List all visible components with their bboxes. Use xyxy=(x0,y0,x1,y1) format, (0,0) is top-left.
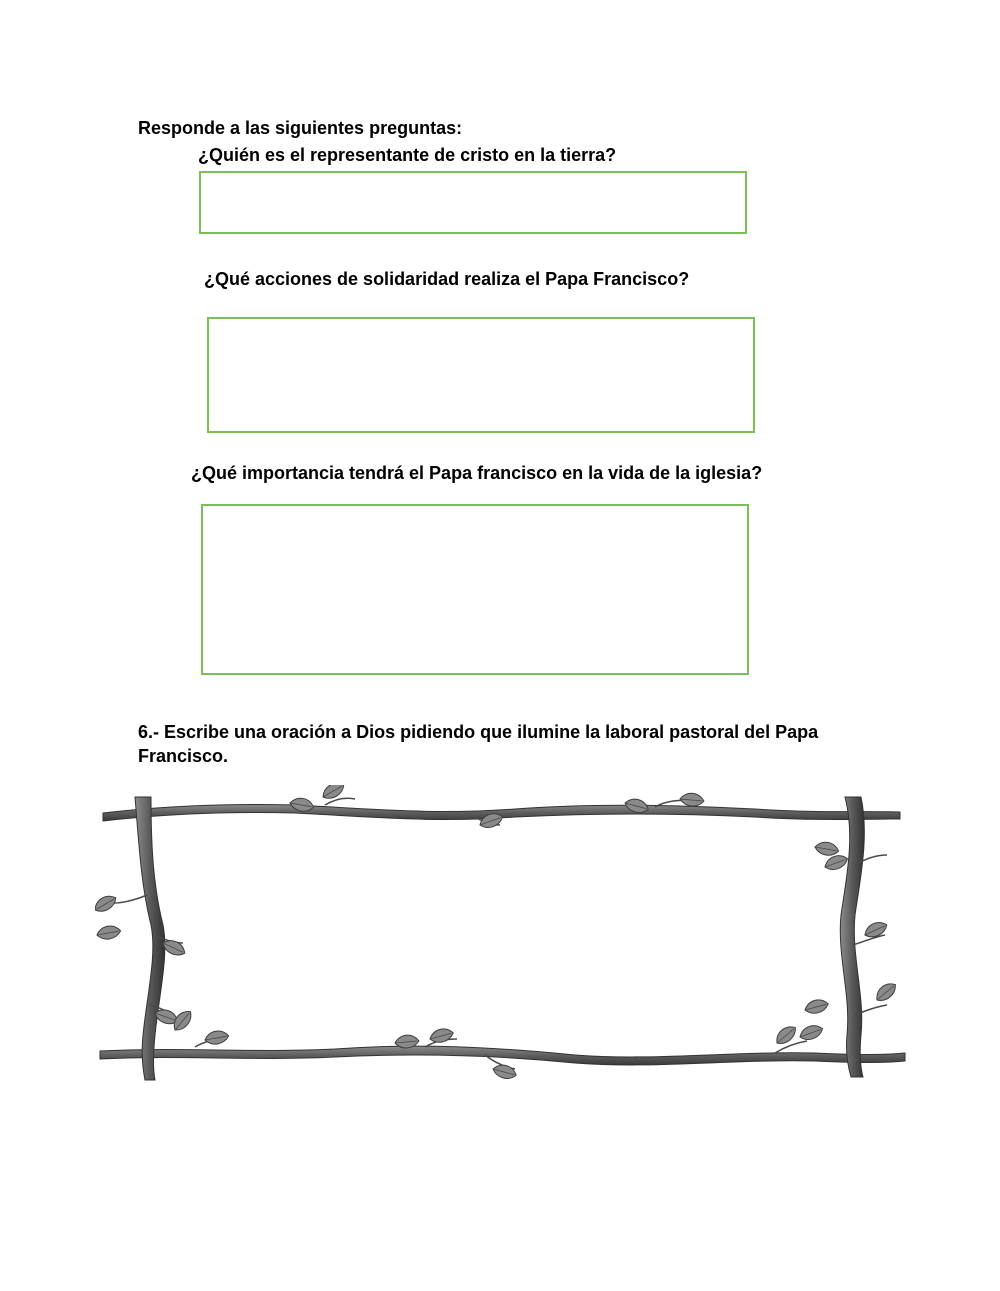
answer-box-1[interactable] xyxy=(199,171,747,234)
answer-input-2[interactable] xyxy=(209,319,753,431)
question-6-prompt: 6.- Escribe una oración a Dios pidiendo que ilumine la laboral pastoral del Papa Francisco. xyxy=(138,722,819,766)
answer-box-3[interactable] xyxy=(201,504,749,675)
question-3: ¿Qué importancia tendrá el Papa francisco en la vida de la iglesia? xyxy=(191,463,763,483)
prayer-input[interactable] xyxy=(170,840,834,1034)
question-1: ¿Quién es el representante de cristo en la tierra? xyxy=(198,145,617,165)
instructions-heading: Responde a las siguientes preguntas: xyxy=(138,118,463,138)
answer-box-2[interactable] xyxy=(207,317,755,433)
answer-input-3[interactable] xyxy=(203,506,747,673)
question-2: ¿Qué acciones de solidaridad realiza el Papa Francisco? xyxy=(204,269,690,289)
answer-input-1[interactable] xyxy=(201,173,745,232)
